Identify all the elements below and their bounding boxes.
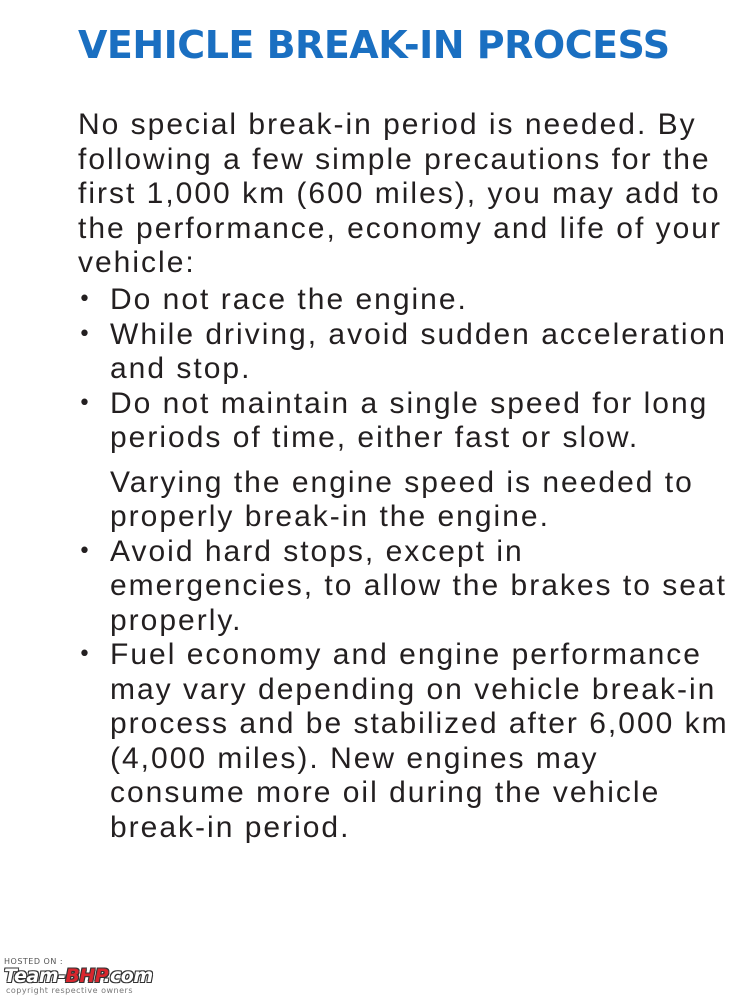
watermark-logo-part: .com <box>103 965 153 987</box>
bullet-icon: • <box>78 538 91 564</box>
watermark-logo-part: Team- <box>4 965 66 987</box>
section-title: VEHICLE BREAK-IN PROCESS <box>78 23 670 67</box>
bullet-icon: • <box>78 642 91 667</box>
list-item-note: Varying the engine speed is needed to properly break-in the engine. <box>110 465 694 533</box>
watermark <box>4 957 204 995</box>
list-item-text: While driving, avoid sudden acceleration and stop. <box>110 317 727 385</box>
intro-paragraph: No special break-in period is needed. By following a few simple precautions for the first 1,000 km (600 miles), you may add to the performance, economy and life of your vehicle: <box>78 108 722 279</box>
bullet-icon: • <box>78 390 91 416</box>
precautions-list <box>78 283 738 845</box>
watermark-logo <box>4 965 153 987</box>
list-item <box>78 535 738 639</box>
bullet-icon: • <box>78 321 91 347</box>
list-item-text: Do not race the engine. <box>110 283 468 316</box>
list-item-text: Do not maintain a single speed for long periods of time, either fast or slow. <box>110 386 709 454</box>
list-item <box>78 318 738 387</box>
watermark-logo-accent: BHP <box>65 965 104 987</box>
watermark-copyright: copyright respective owners <box>6 986 133 995</box>
list-item <box>78 387 738 535</box>
list-item-text: Fuel economy and engine performance may vary depending on vehicle break-in process and be stabilized after 6,000 km (4,000 miles). New engines may consume more oil during the vehicle break-in period. <box>110 638 729 844</box>
list-item <box>78 638 738 845</box>
watermark-hosted-label: HOSTED ON : <box>4 957 64 966</box>
list-item-text: Avoid hard stops, except in emergencies, to allow the brakes to seat properly. <box>110 534 727 637</box>
bullet-icon: • <box>78 287 91 312</box>
list-item <box>78 283 738 318</box>
